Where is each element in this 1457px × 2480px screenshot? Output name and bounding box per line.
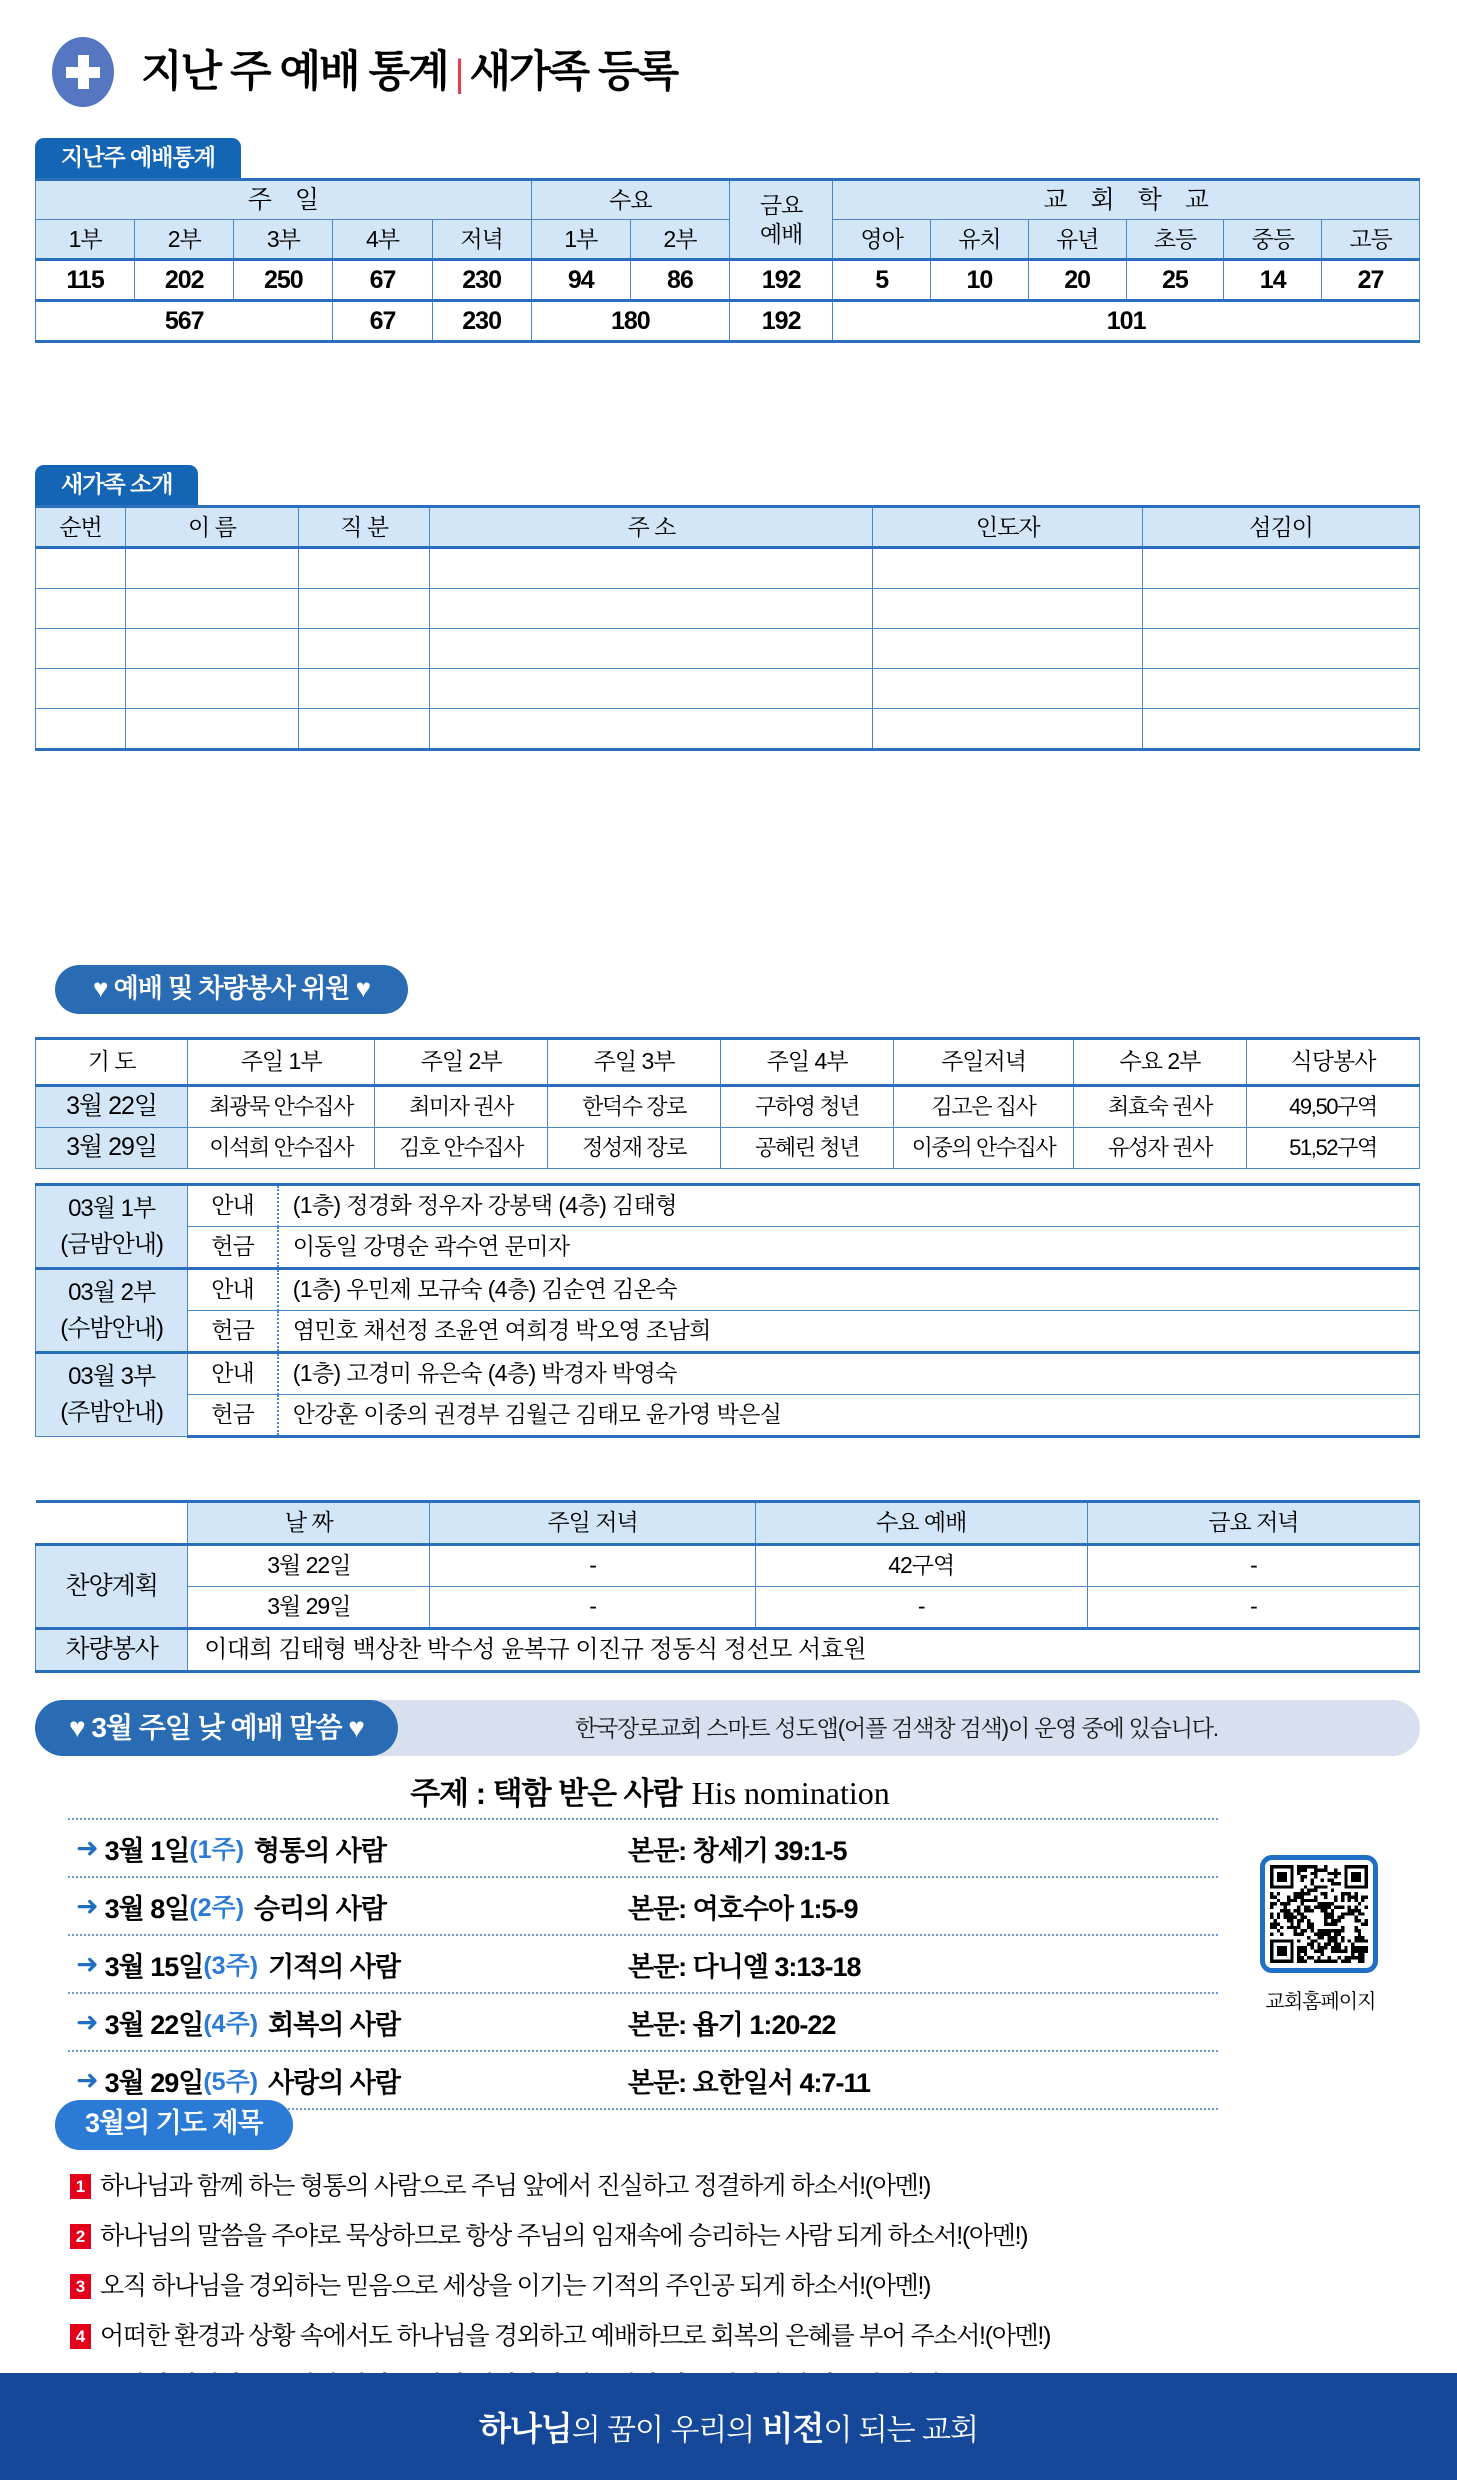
table-row bbox=[36, 1587, 1420, 1629]
committee-cell: 한덕수 장로 bbox=[548, 1086, 721, 1128]
vehicle-service-label: 차량봉사 bbox=[36, 1629, 188, 1672]
sermon-ref-label: 본문: bbox=[628, 1835, 687, 1866]
new-family-col-0: 순번 bbox=[36, 507, 126, 548]
arrow-right-icon: ➜ bbox=[76, 2006, 99, 2037]
sermon-name: 형통의 사람 bbox=[254, 1835, 386, 1866]
new-family-cell[interactable] bbox=[1143, 629, 1420, 669]
stats-subhdr-8: 유치 bbox=[931, 220, 1029, 260]
committee-col-1: 주일 1부 bbox=[188, 1039, 375, 1086]
sermon-date: 3월 8일 bbox=[104, 1893, 190, 1924]
guide-slot-line2: (주밤안내) bbox=[60, 1399, 163, 1426]
new-family-cell[interactable] bbox=[873, 589, 1143, 629]
guide-slot-line1: 03월 3부 bbox=[68, 1363, 156, 1390]
stats-subhdr-10: 초등 bbox=[1126, 220, 1224, 260]
page-title-left: 지난 주 예배 통계 bbox=[141, 47, 448, 96]
new-family-section bbox=[35, 465, 1420, 751]
stats-subhdr-0: 1부 bbox=[36, 220, 135, 260]
committee-pill-label: ♥ 예배 및 차량봉사 위원 ♥ bbox=[55, 965, 408, 1014]
sermon-topic-ko: 주제 : 택함 받은 사람 bbox=[410, 1776, 682, 1811]
stats-total-wednesday: 180 bbox=[531, 301, 729, 342]
sermon-week: (4주) bbox=[203, 2010, 259, 2038]
new-family-cell[interactable] bbox=[430, 669, 873, 709]
committee-col-6: 수요 2부 bbox=[1073, 1039, 1246, 1086]
sermon-date: 3월 29일 bbox=[104, 2067, 204, 2098]
table-row bbox=[36, 1227, 1420, 1269]
table-row bbox=[36, 548, 1420, 589]
guide-names: (1층) 고경미 유은숙 (4층) 박경자 박영숙 bbox=[278, 1353, 1420, 1395]
table-row bbox=[36, 709, 1420, 750]
worship-stats-table bbox=[35, 178, 1420, 343]
stats-subhdr-7: 영아 bbox=[833, 220, 931, 260]
new-family-table bbox=[35, 505, 1420, 751]
new-family-cell[interactable] bbox=[298, 629, 429, 669]
new-family-cell[interactable] bbox=[298, 709, 429, 750]
sermon-ref-value: 다니엘 3:13-18 bbox=[692, 1951, 861, 1982]
sermon-ref-label: 본문: bbox=[628, 1951, 687, 1982]
stats-group-friday-l1: 금요 bbox=[759, 192, 803, 219]
committee-heading bbox=[55, 965, 408, 1014]
stats-total-sunday-evening: 230 bbox=[432, 301, 531, 342]
committee-cell: 공혜린 청년 bbox=[721, 1128, 894, 1169]
sermon-pill-label: ♥ 3월 주일 낮 예배 말씀 ♥ bbox=[35, 1700, 398, 1756]
committee-section bbox=[35, 1037, 1420, 1169]
sermon-reference bbox=[628, 2003, 835, 2042]
stats-total-sunday: 567 bbox=[36, 301, 333, 342]
stats-subhdr-5: 1부 bbox=[531, 220, 630, 260]
new-family-cell[interactable] bbox=[298, 669, 429, 709]
sermon-name: 기적의 사람 bbox=[268, 1951, 400, 1982]
stats-total-sunday-4: 67 bbox=[333, 301, 432, 342]
praise-cell: - bbox=[430, 1587, 755, 1629]
footer-part-0: 하나님 bbox=[479, 2410, 572, 2447]
committee-cell: 최효숙 권사 bbox=[1073, 1086, 1246, 1128]
arrow-right-icon: ➜ bbox=[76, 1832, 99, 1863]
sermon-week: (2주) bbox=[189, 1894, 245, 1922]
prayer-pill-label: 3월의 기도 제목 bbox=[55, 2100, 293, 2150]
new-family-cell[interactable] bbox=[873, 629, 1143, 669]
stats-value-9: 10 bbox=[931, 260, 1029, 301]
list-item bbox=[68, 1992, 1218, 2050]
prayer-number-badge: 2 bbox=[70, 2224, 91, 2249]
page-title-right: 새가족 등록 bbox=[469, 47, 678, 96]
new-family-cell[interactable] bbox=[298, 548, 429, 589]
praise-cell: 3월 29일 bbox=[188, 1587, 430, 1629]
committee-cell: 49,50구역 bbox=[1246, 1086, 1419, 1128]
stats-value-11: 25 bbox=[1126, 260, 1224, 301]
committee-date: 3월 29일 bbox=[36, 1128, 188, 1169]
title-separator: | bbox=[454, 52, 463, 95]
committee-cell: 최미자 권사 bbox=[375, 1086, 548, 1128]
committee-cell: 구하영 청년 bbox=[721, 1086, 894, 1128]
sermon-ref-value: 창세기 39:1-5 bbox=[692, 1835, 847, 1866]
stats-group-church-school: 교 회 학 교 bbox=[833, 180, 1420, 220]
new-family-cell[interactable] bbox=[1143, 669, 1420, 709]
new-family-cell[interactable] bbox=[1143, 589, 1420, 629]
prayer-text: 하나님의 말씀을 주야로 묵상하므로 항상 주님의 임재속에 승리하는 사람 되게 하소서!(아멘!) bbox=[100, 2222, 1028, 2250]
stats-group-sunday: 주 일 bbox=[36, 180, 532, 220]
guide-kind: 안내 bbox=[188, 1185, 278, 1227]
page-header bbox=[0, 22, 1457, 122]
page-title bbox=[141, 47, 678, 96]
committee-cell: 최광묵 안수집사 bbox=[188, 1086, 375, 1128]
prayer-number-badge: 4 bbox=[70, 2324, 91, 2349]
sermon-week: (1주) bbox=[189, 1836, 245, 1864]
qr-code[interactable] bbox=[1260, 1855, 1378, 1973]
sermon-ref-label: 본문: bbox=[628, 2067, 687, 2098]
table-row bbox=[36, 1395, 1420, 1437]
stats-subhdr-3: 4부 bbox=[333, 220, 432, 260]
prayer-text: 어떠한 환경과 상황 속에서도 하나님을 경외하고 예배하므로 회복의 은혜를 부어 주소서!(아멘!) bbox=[100, 2322, 1051, 2350]
stats-value-13: 27 bbox=[1322, 260, 1420, 301]
sermon-ref-label: 본문: bbox=[628, 1893, 687, 1924]
sermon-reference bbox=[628, 1887, 858, 1926]
guide-kind: 안내 bbox=[188, 1353, 278, 1395]
new-family-cell[interactable] bbox=[36, 589, 126, 629]
stats-value-0: 115 bbox=[36, 260, 135, 301]
new-family-cell[interactable] bbox=[430, 709, 873, 750]
list-item bbox=[70, 2218, 1410, 2268]
new-family-cell[interactable] bbox=[430, 548, 873, 589]
sermon-reference bbox=[628, 1945, 860, 1984]
new-family-cell[interactable] bbox=[125, 548, 298, 589]
praise-side-label: 찬양계획 bbox=[36, 1545, 188, 1629]
table-row bbox=[36, 1269, 1420, 1311]
stats-subhdr-11: 중등 bbox=[1224, 220, 1322, 260]
new-family-cell[interactable] bbox=[36, 548, 126, 589]
sermon-name: 승리의 사람 bbox=[254, 1893, 386, 1924]
smart-app-notice: 한국장로교회 스마트 성도앱(어플 검색창 검색)이 운영 중에 있습니다. bbox=[575, 1715, 1218, 1741]
new-family-col-3: 주 소 bbox=[430, 507, 873, 548]
guide-slot-line1: 03월 1부 bbox=[68, 1194, 156, 1222]
committee-table bbox=[35, 1037, 1420, 1169]
stats-value-3: 67 bbox=[333, 260, 432, 301]
sermon-topic-en: His nomination bbox=[691, 1775, 890, 1811]
stats-value-2: 250 bbox=[234, 260, 333, 301]
table-row bbox=[36, 1086, 1420, 1128]
prayer-number-badge: 1 bbox=[70, 2174, 91, 2199]
worship-stats-tab: 지난주 예배통계 bbox=[35, 138, 241, 178]
sermon-name: 회복의 사람 bbox=[268, 2009, 400, 2040]
committee-cell: 이중의 안수집사 bbox=[894, 1128, 1074, 1169]
committee-col-0: 기 도 bbox=[36, 1039, 188, 1086]
table-row bbox=[36, 1185, 1420, 1227]
sermon-date: 3월 22일 bbox=[104, 2009, 204, 2040]
new-family-cell[interactable] bbox=[430, 589, 873, 629]
vehicle-service-names: 이대희 김태형 백상찬 박수성 윤복규 이진규 정동식 정선모 서효원 bbox=[188, 1629, 1420, 1672]
praise-plan-table bbox=[35, 1500, 1420, 1673]
stats-subhdr-1: 2부 bbox=[135, 220, 234, 260]
guide-names: (1층) 정경화 정우자 강봉택 (4층) 김태형 bbox=[278, 1185, 1420, 1227]
stats-subhdr-2: 3부 bbox=[234, 220, 333, 260]
table-row bbox=[36, 1128, 1420, 1169]
praise-cell: - bbox=[430, 1545, 755, 1587]
new-family-cell[interactable] bbox=[873, 709, 1143, 750]
praise-col-2: 수요 예배 bbox=[755, 1502, 1087, 1545]
footer-banner bbox=[0, 2373, 1457, 2480]
stats-subhdr-4: 저녁 bbox=[432, 220, 531, 260]
sermon-topic bbox=[0, 1768, 1300, 1813]
new-family-cell[interactable] bbox=[125, 589, 298, 629]
guide-offering-section bbox=[35, 1183, 1420, 1438]
stats-total-church-school: 101 bbox=[833, 301, 1420, 342]
new-family-cell[interactable] bbox=[430, 629, 873, 669]
praise-cell: 3월 22일 bbox=[188, 1545, 430, 1587]
list-item bbox=[70, 2168, 1410, 2218]
guide-slot-line2: (수밤안내) bbox=[60, 1314, 163, 1342]
committee-cell: 김호 안수집사 bbox=[375, 1128, 548, 1169]
new-family-col-4: 인도자 bbox=[873, 507, 1143, 548]
new-family-cell[interactable] bbox=[36, 629, 126, 669]
new-family-col-2: 직 분 bbox=[298, 507, 429, 548]
new-family-cell[interactable] bbox=[298, 589, 429, 629]
qr-code-image bbox=[1270, 1865, 1368, 1963]
table-row bbox=[36, 1545, 1420, 1587]
committee-cell: 51,52구역 bbox=[1246, 1128, 1419, 1169]
praise-col-1: 주일 저녁 bbox=[430, 1502, 755, 1545]
sermon-date: 3월 15일 bbox=[104, 1951, 204, 1982]
table-row bbox=[36, 629, 1420, 669]
sermon-list bbox=[68, 1818, 1218, 2110]
list-item bbox=[70, 2268, 1410, 2318]
guide-names: 염민호 채선정 조윤연 여희경 박오영 조남희 bbox=[278, 1311, 1420, 1353]
new-family-cell[interactable] bbox=[125, 709, 298, 750]
list-item bbox=[68, 1876, 1218, 1934]
stats-subhdr-12: 고등 bbox=[1322, 220, 1420, 260]
sermon-ref-value: 여호수아 1:5-9 bbox=[692, 1893, 858, 1924]
new-family-cell[interactable] bbox=[125, 629, 298, 669]
table-row bbox=[36, 1353, 1420, 1395]
sermon-banner bbox=[35, 1700, 1420, 1756]
stats-value-1: 202 bbox=[135, 260, 234, 301]
committee-cell: 유성자 권사 bbox=[1073, 1128, 1246, 1169]
committee-cell: 김고은 집사 bbox=[894, 1086, 1074, 1128]
sermon-week: (5주) bbox=[203, 2068, 259, 2096]
new-family-cell[interactable] bbox=[1143, 709, 1420, 750]
new-family-cell[interactable] bbox=[873, 548, 1143, 589]
stats-value-8: 5 bbox=[833, 260, 931, 301]
guide-kind: 헌금 bbox=[188, 1395, 278, 1437]
new-family-cell[interactable] bbox=[36, 709, 126, 750]
guide-kind: 헌금 bbox=[188, 1227, 278, 1269]
sermon-ref-value: 요한일서 4:7-11 bbox=[692, 2067, 871, 2098]
committee-col-4: 주일 4부 bbox=[721, 1039, 894, 1086]
footer-part-2: 비전 bbox=[761, 2410, 824, 2447]
stats-value-12: 14 bbox=[1224, 260, 1322, 301]
committee-cell: 정성재 장로 bbox=[548, 1128, 721, 1169]
list-item bbox=[68, 1934, 1218, 1992]
guide-slot-line2: (금밤안내) bbox=[60, 1230, 163, 1258]
praise-cell: - bbox=[755, 1587, 1087, 1629]
table-row bbox=[36, 589, 1420, 629]
sermon-name: 사랑의 사람 bbox=[268, 2067, 400, 2098]
stats-subhdr-6: 2부 bbox=[630, 220, 729, 260]
committee-col-2: 주일 2부 bbox=[375, 1039, 548, 1086]
praise-col-0: 날 짜 bbox=[188, 1502, 430, 1545]
guide-names: 이동일 강명순 곽수연 문미자 bbox=[278, 1227, 1420, 1269]
stats-total-friday: 192 bbox=[729, 301, 832, 342]
sermon-reference bbox=[628, 2061, 870, 2100]
praise-cell: 42구역 bbox=[755, 1545, 1087, 1587]
arrow-right-icon: ➜ bbox=[76, 1948, 99, 1979]
praise-plan-section bbox=[35, 1500, 1420, 1673]
praise-cell: - bbox=[1087, 1545, 1419, 1587]
sermon-reference bbox=[628, 1829, 846, 1868]
new-family-col-1: 이 름 bbox=[125, 507, 298, 548]
stats-value-7: 192 bbox=[729, 260, 832, 301]
guide-kind: 헌금 bbox=[188, 1311, 278, 1353]
new-family-tab: 새가족 소개 bbox=[35, 465, 198, 505]
table-row bbox=[36, 669, 1420, 709]
footer-slogan bbox=[479, 2403, 978, 2450]
worship-stats-section bbox=[35, 138, 1420, 343]
footer-part-1: 의 꿈이 우리의 bbox=[571, 2414, 762, 2447]
stats-value-5: 94 bbox=[531, 260, 630, 301]
table-row bbox=[36, 1311, 1420, 1353]
stats-group-friday-l2: 예배 bbox=[759, 220, 803, 247]
prayer-text: 오직 하나님을 경외하는 믿음으로 세상을 이기는 기적의 주인공 되게 하소서!(아멘!) bbox=[100, 2272, 931, 2300]
committee-cell: 이석희 안수집사 bbox=[188, 1128, 375, 1169]
guide-names: 안강훈 이중의 권경부 김월근 김태모 윤가영 박은실 bbox=[278, 1395, 1420, 1437]
guide-kind: 안내 bbox=[188, 1269, 278, 1311]
committee-col-5: 주일저녁 bbox=[894, 1039, 1074, 1086]
list-item bbox=[70, 2318, 1410, 2368]
stats-value-4: 230 bbox=[432, 260, 531, 301]
arrow-right-icon: ➜ bbox=[76, 2064, 99, 2095]
stats-value-6: 86 bbox=[630, 260, 729, 301]
prayer-number-badge: 3 bbox=[70, 2274, 91, 2299]
arrow-right-icon: ➜ bbox=[76, 1890, 99, 1921]
qr-caption: 교회홈페이지 bbox=[1265, 1991, 1376, 2013]
new-family-cell[interactable] bbox=[1143, 548, 1420, 589]
sermon-ref-label: 본문: bbox=[628, 2009, 687, 2040]
committee-col-3: 주일 3부 bbox=[548, 1039, 721, 1086]
table-row bbox=[36, 1629, 1420, 1672]
guide-slot-line1: 03월 2부 bbox=[68, 1278, 156, 1306]
guide-offering-table bbox=[35, 1183, 1420, 1438]
cross-circle-icon bbox=[52, 37, 114, 107]
stats-subhdr-9: 유년 bbox=[1028, 220, 1126, 260]
committee-date: 3월 22일 bbox=[36, 1086, 188, 1128]
list-item bbox=[68, 1818, 1218, 1876]
prayer-text: 하나님과 함께 하는 형통의 사람으로 주님 앞에서 진실하고 정결하게 하소서!(아멘!) bbox=[100, 2172, 931, 2200]
footer-part-3: 이 되는 교회 bbox=[823, 2414, 978, 2447]
sermon-week: (3주) bbox=[203, 1952, 259, 1980]
praise-col-3: 금요 저녁 bbox=[1087, 1502, 1419, 1545]
committee-col-7: 식당봉사 bbox=[1246, 1039, 1419, 1086]
guide-names: (1층) 우민제 모규숙 (4층) 김순연 김온숙 bbox=[278, 1269, 1420, 1311]
praise-cell: - bbox=[1087, 1587, 1419, 1629]
prayer-heading bbox=[55, 2100, 293, 2150]
sermon-ref-value: 욥기 1:20-22 bbox=[692, 2009, 836, 2040]
stats-value-10: 20 bbox=[1028, 260, 1126, 301]
stats-group-wednesday: 수요 bbox=[531, 180, 729, 220]
sermon-date: 3월 1일 bbox=[104, 1835, 190, 1866]
new-family-cell[interactable] bbox=[873, 669, 1143, 709]
new-family-cell[interactable] bbox=[36, 669, 126, 709]
new-family-cell[interactable] bbox=[125, 669, 298, 709]
new-family-col-5: 섬김이 bbox=[1143, 507, 1420, 548]
